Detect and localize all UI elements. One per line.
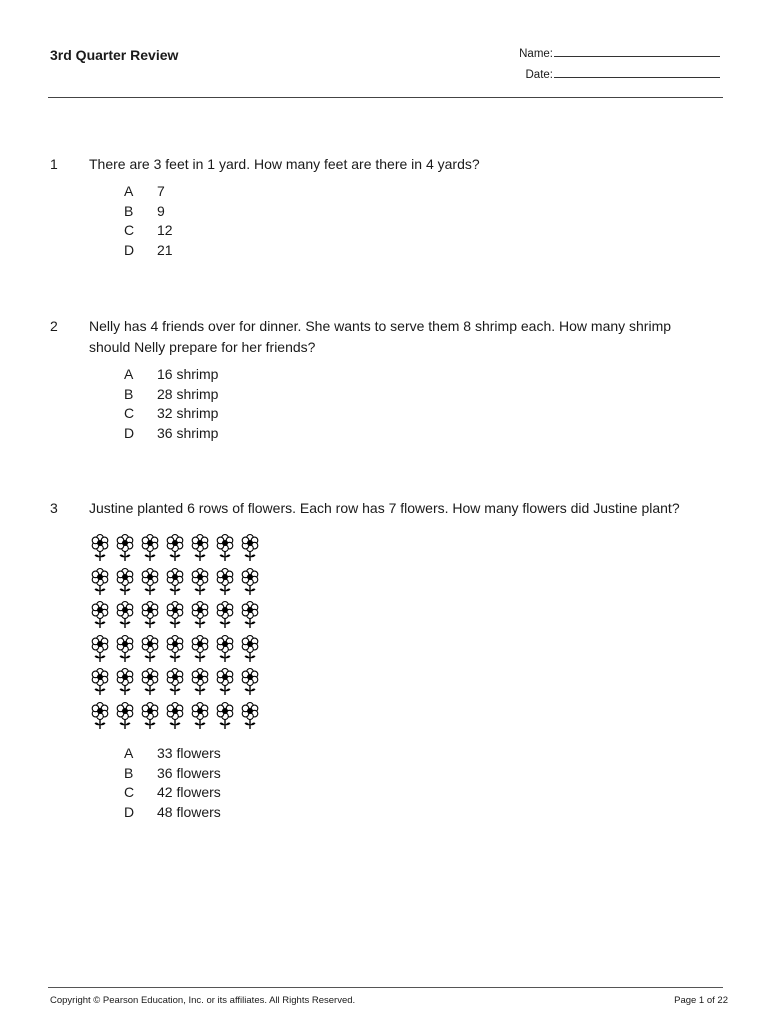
date-field xyxy=(526,67,721,81)
flower-icon xyxy=(113,567,138,601)
name-field xyxy=(519,46,720,60)
choice-letter: D xyxy=(124,241,135,258)
flower-icon xyxy=(138,701,163,735)
flower-icon xyxy=(188,667,213,701)
question-text: There are 3 feet in 1 yard. How many feet are there in 4 yards? xyxy=(89,156,480,172)
answer-choices xyxy=(124,182,710,260)
choice-text: 42 flowers xyxy=(157,784,221,800)
choice-letter: C xyxy=(124,222,135,238)
choice-text: 21 xyxy=(157,241,173,258)
question-number: 2 xyxy=(50,318,58,334)
flower-icon xyxy=(88,701,113,735)
flower-icon xyxy=(238,701,263,735)
choice-text: 7 xyxy=(157,183,165,199)
name-label: Name: xyxy=(519,48,553,60)
flower-icon xyxy=(113,701,138,735)
page-number: Page 1 of 22 xyxy=(674,995,728,1006)
choice-text: 36 shrimp xyxy=(157,424,219,441)
flower-icon xyxy=(238,533,263,567)
page-title: 3rd Quarter Review xyxy=(50,47,179,63)
flower-icon xyxy=(88,667,113,701)
flower-icon xyxy=(213,533,238,567)
answer-choice-c xyxy=(124,221,710,241)
flower-icon xyxy=(163,634,188,668)
question-1 xyxy=(50,154,710,260)
choice-letter: B xyxy=(124,202,134,219)
flower-icon xyxy=(113,667,138,701)
flower-icon xyxy=(88,533,113,567)
choice-text: 9 xyxy=(157,202,165,219)
choice-letter: C xyxy=(124,405,135,421)
answer-choice-b xyxy=(124,385,710,405)
answer-choice-c xyxy=(124,404,710,424)
question-text: Justine planted 6 rows of flowers. Each row has 7 flowers. How many flowers did Justine plant? xyxy=(89,500,680,516)
answer-choice-d xyxy=(124,803,710,823)
choice-letter: A xyxy=(124,183,134,199)
choice-text: 12 xyxy=(157,222,173,238)
flower-icon xyxy=(188,600,213,634)
flower-icon xyxy=(188,634,213,668)
answer-choice-b xyxy=(124,202,710,222)
choice-text: 36 flowers xyxy=(157,764,221,781)
choice-text: 16 shrimp xyxy=(157,366,219,382)
flower-icon xyxy=(88,634,113,668)
flower-icon xyxy=(88,567,113,601)
flower-icon xyxy=(238,667,263,701)
flower-icon xyxy=(113,600,138,634)
copyright-notice: Copyright © Pearson Education, Inc. or its affiliates. All Rights Reserved. xyxy=(50,995,356,1006)
answer-choice-d xyxy=(124,241,710,261)
answer-choice-c xyxy=(124,783,710,803)
flower-icon xyxy=(213,701,238,735)
flower-array-figure xyxy=(88,533,710,734)
answer-choice-a xyxy=(124,744,710,764)
choice-letter: B xyxy=(124,764,134,781)
question-number: 1 xyxy=(50,156,58,172)
choice-text: 28 shrimp xyxy=(157,385,219,402)
header-divider xyxy=(48,97,723,98)
flower-icon xyxy=(113,634,138,668)
flower-icon xyxy=(138,600,163,634)
flower-icon xyxy=(163,533,188,567)
flower-icon xyxy=(238,634,263,668)
flower-icon xyxy=(163,600,188,634)
choice-text: 33 flowers xyxy=(157,745,221,761)
choice-letter: D xyxy=(124,803,135,820)
answer-choices xyxy=(124,365,710,443)
flower-icon xyxy=(163,567,188,601)
answer-choices xyxy=(124,744,710,822)
answer-choice-a xyxy=(124,182,710,202)
flower-icon xyxy=(138,667,163,701)
choice-letter: B xyxy=(124,385,134,402)
name-blank-line xyxy=(554,46,720,57)
flower-icon xyxy=(213,667,238,701)
choice-text: 32 shrimp xyxy=(157,405,219,421)
flower-icon xyxy=(188,701,213,735)
flower-icon xyxy=(163,701,188,735)
flower-icon xyxy=(88,600,113,634)
choice-letter: A xyxy=(124,366,134,382)
flower-icon xyxy=(213,567,238,601)
answer-choice-a xyxy=(124,365,710,385)
flower-icon xyxy=(113,533,138,567)
flower-icon xyxy=(138,533,163,567)
flower-icon xyxy=(163,667,188,701)
question-text: Nelly has 4 friends over for dinner. She wants to serve them 8 shrimp each. How many shrimp should Nelly prepare for her friends? xyxy=(89,318,672,355)
choice-letter: A xyxy=(124,745,134,761)
question-number: 3 xyxy=(50,500,58,516)
question-3 xyxy=(50,498,710,822)
choice-text: 48 flowers xyxy=(157,803,221,820)
flower-icon xyxy=(188,567,213,601)
flower-icon xyxy=(213,634,238,668)
flower-icon xyxy=(213,600,238,634)
answer-choice-d xyxy=(124,424,710,444)
answer-choice-b xyxy=(124,764,710,784)
question-2 xyxy=(50,316,710,443)
footer-divider xyxy=(48,987,723,988)
choice-letter: D xyxy=(124,424,135,441)
flower-icon xyxy=(188,533,213,567)
date-blank-line xyxy=(554,67,720,78)
flower-icon xyxy=(238,600,263,634)
date-label: Date: xyxy=(525,69,553,81)
flower-icon xyxy=(138,567,163,601)
choice-letter: C xyxy=(124,784,135,800)
flower-icon xyxy=(238,567,263,601)
flower-icon xyxy=(138,634,163,668)
